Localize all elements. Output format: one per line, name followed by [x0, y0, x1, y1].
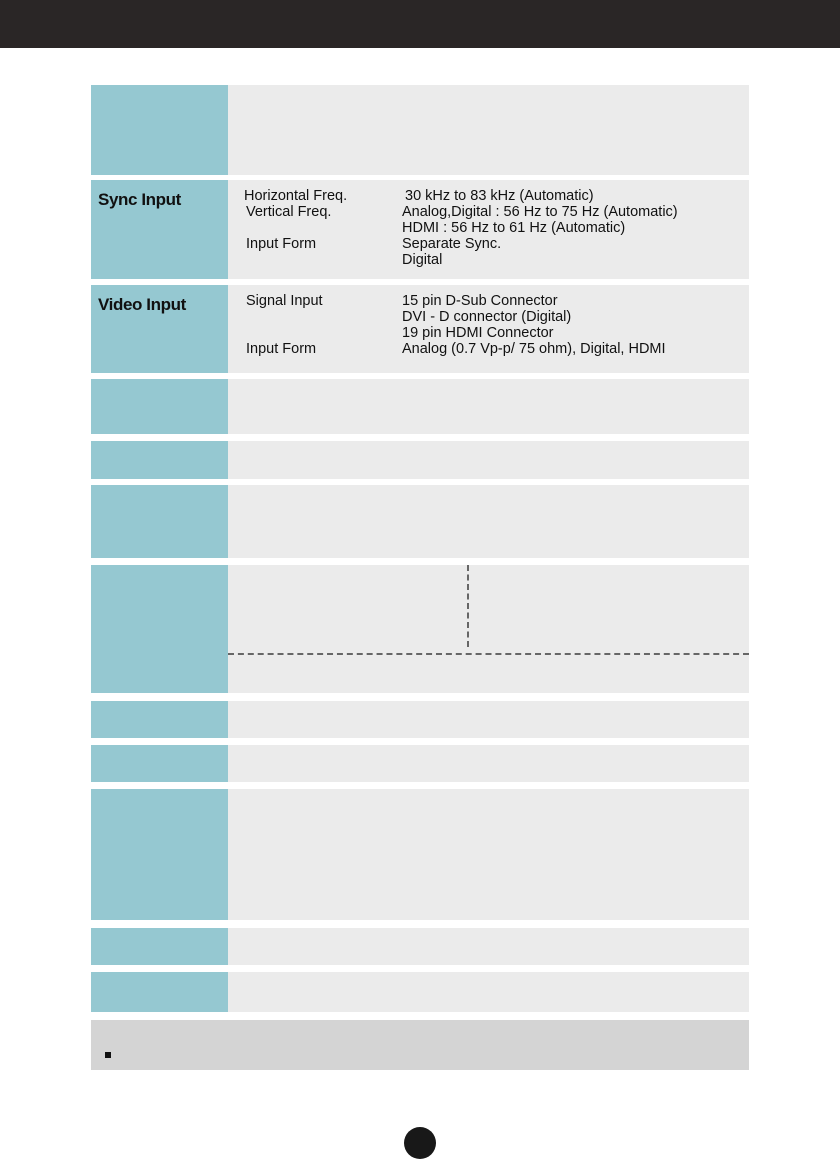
video-input-form-value: Analog (0.7 Vp-p/ 75 ohm), Digital, HDMI	[402, 341, 666, 357]
spec-row-12	[91, 972, 749, 1012]
spec-value-cell	[228, 379, 749, 434]
vertical-freq-value-analog: Analog,Digital : 56 Hz to 75 Hz (Automatic)	[402, 204, 678, 220]
spec-value-cell	[228, 928, 749, 965]
spec-value-cell	[228, 789, 749, 920]
sync-input-form-value-2: Digital	[402, 252, 443, 268]
spec-row-11	[91, 928, 749, 965]
note-box	[91, 1020, 749, 1070]
spec-label-cell	[91, 701, 228, 738]
spec-label-cell	[91, 972, 228, 1012]
horizontal-freq-label: Horizontal Freq.	[244, 188, 348, 204]
sync-input-label-cell	[91, 180, 228, 279]
spec-label-cell	[91, 485, 228, 558]
spec-value-cell	[228, 565, 749, 693]
spec-row-10	[91, 789, 749, 920]
spec-row-8	[91, 701, 749, 738]
spec-row-4	[91, 379, 749, 434]
spec-row-1	[91, 85, 749, 175]
spec-label-cell	[91, 85, 228, 175]
spec-label-cell	[91, 928, 228, 965]
spec-label-cell	[91, 745, 228, 782]
video-input-value-cell	[228, 285, 749, 373]
spec-label-cell	[91, 565, 228, 693]
horizontal-freq-value: 30 kHz to 83 kHz (Automatic)	[405, 188, 594, 204]
sync-input-form-label: Input Form	[246, 236, 317, 252]
spec-row-9	[91, 745, 749, 782]
spec-value-cell	[228, 972, 749, 1012]
signal-input-value-1: 15 pin D-Sub Connector	[402, 293, 558, 309]
spec-value-cell	[228, 485, 749, 558]
spec-value-cell	[228, 441, 749, 479]
video-input-label: Video Input	[98, 295, 186, 314]
spec-label-cell	[91, 789, 228, 920]
video-input-row	[91, 285, 749, 373]
sync-input-row	[91, 180, 749, 279]
sync-input-form-value-1: Separate Sync.	[402, 236, 502, 252]
sync-input-value-cell	[228, 180, 749, 279]
signal-input-value-2: DVI - D connector (Digital)	[402, 309, 572, 325]
spec-label-cell	[91, 441, 228, 479]
spec-label-cell	[91, 379, 228, 434]
spec-value-cell	[228, 85, 749, 175]
bullet-icon	[105, 1052, 111, 1058]
video-input-form-label: Input Form	[246, 341, 317, 357]
spec-row-6	[91, 485, 749, 558]
spec-row-7	[91, 565, 749, 693]
vertical-freq-label: Vertical Freq.	[246, 204, 332, 220]
horizontal-divider	[228, 653, 749, 655]
signal-input-value-3: 19 pin HDMI Connector	[402, 325, 554, 341]
sync-input-label: Sync Input	[98, 190, 181, 209]
vertical-divider	[467, 565, 469, 647]
page-number-badge	[404, 1127, 436, 1159]
spec-row-5	[91, 441, 749, 479]
spec-value-cell	[228, 701, 749, 738]
vertical-freq-value-hdmi: HDMI : 56 Hz to 61 Hz (Automatic)	[402, 220, 626, 236]
spec-value-cell	[228, 745, 749, 782]
header-bar	[0, 0, 840, 48]
signal-input-label: Signal Input	[246, 293, 323, 309]
video-input-label-cell	[91, 285, 228, 373]
